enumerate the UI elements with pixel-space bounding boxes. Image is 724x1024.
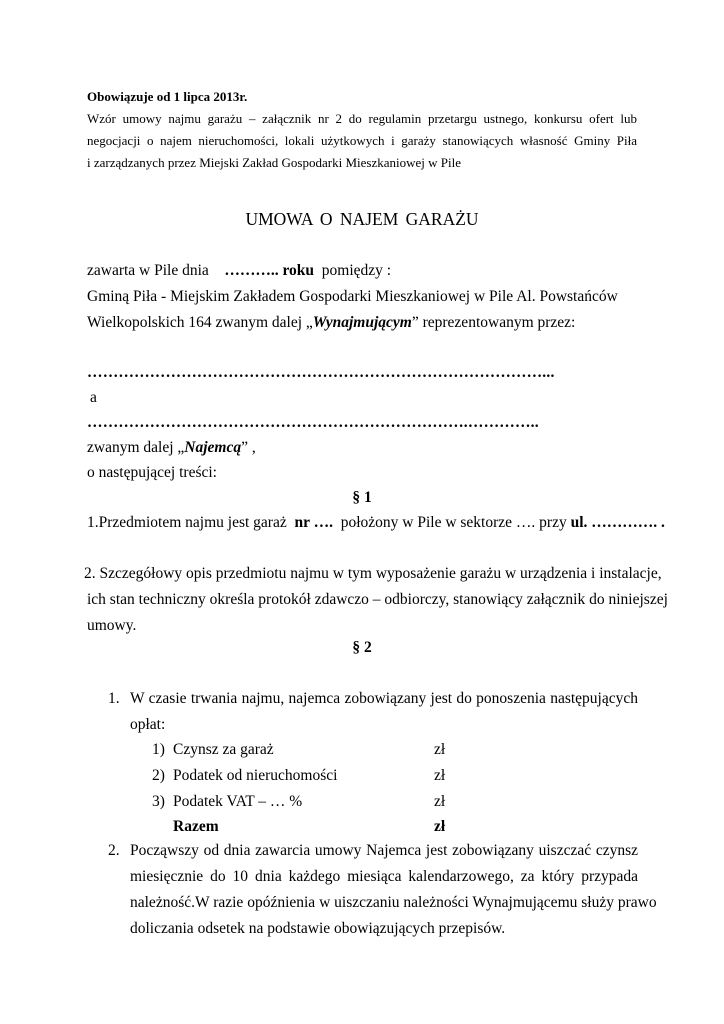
item-2-number: 2. [108, 842, 120, 859]
fee-3-number: 3) [152, 793, 165, 810]
representative-placeholder: ……………………………………………………………………………... [87, 364, 555, 381]
item-2-line-4: doliczania odsetek na podstawie obowiązujących przepisów. [130, 920, 506, 937]
intro-line-1: Wzór umowy najmu garażu – załącznik nr 2 do regulamin przetargu ustnego, konkursu ofert lub [87, 111, 637, 126]
garage-number-placeholder: nr …. [294, 514, 333, 531]
street-placeholder: ul. …………. . [570, 514, 665, 531]
item-2-line-2: miesięcznie do 10 dnia każdego miesiąca kalendarzowego, za który przypada [130, 868, 638, 885]
fee-2-number: 2) [152, 767, 165, 784]
concluded-prefix: zawarta w Pile dnia [87, 262, 209, 279]
item-1-line-1: W czasie trwania najmu, najemca zobowiązany jest do ponoszenia następujących [130, 690, 638, 707]
section-1-point-2-line-3: umowy. [87, 617, 137, 634]
section-1-point-2-line-1: 2. Szczegółowy opis przedmiotu najmu w tym wyposażenie garażu w urządzenia i instalacje, [84, 565, 662, 582]
fee-3-unit: zł [434, 793, 446, 810]
intro-line-2: negocjacji o najem nieruchomości, lokali użytkowych i garaży stanowiących własność Gminy Piła [87, 133, 637, 148]
fee-1-label: Czynsz za garaż [173, 741, 274, 758]
section-2-heading: § 2 [352, 639, 372, 656]
landlord-line-1: Gminą Piła - Miejskim Zakładem Gospodarki Mieszkaniowej w Pile Al. Powstańców [87, 288, 618, 305]
tenant-prefix: zwanym dalej „ [87, 439, 185, 456]
landlord-prefix: Wielkopolskich 164 zwanym dalej „ [87, 314, 313, 331]
concluded-suffix: pomiędzy : [321, 262, 392, 279]
fee-1-unit: zł [434, 741, 446, 758]
item-1-number: 1. [108, 690, 120, 707]
tenant-line [87, 439, 256, 457]
landlord-line-2 [87, 314, 575, 332]
section-1-point-1 [87, 514, 665, 532]
item-1-line-2: opłat: [130, 716, 166, 733]
point-1-mid: położony w Pile w sektorze …. przy [340, 514, 567, 531]
total-label: Razem [173, 818, 219, 835]
effective-date: Obowiązuje od 1 lipca 2013r. [87, 89, 248, 104]
document-title: UMOWA O NAJEM GARAŻU [245, 209, 479, 229]
fee-2-unit: zł [434, 767, 446, 784]
total-unit: zł [434, 818, 446, 835]
tenant-suffix: ” , [241, 439, 256, 456]
date-placeholder: ……….. roku [224, 262, 315, 279]
tenant-name: Najemcą [184, 439, 242, 456]
fee-1-number: 1) [152, 741, 165, 758]
concluded-line [87, 262, 391, 280]
item-2-line-3: należność.W razie opóźnienia w uiszczaniu należności Wynajmującemu służy prawo [130, 894, 657, 911]
section-1-point-2-line-2: ich stan techniczny określa protokół zdawczo – odbiorczy, stanowiący załącznik do niniejszej [87, 591, 668, 608]
fee-3-label: Podatek VAT – … % [173, 793, 303, 810]
tenant-placeholder: ……………………………………………………………….………….. [87, 414, 539, 431]
intro-line-3: i zarządzanych przez Miejski Zakład Gospodarki Mieszkaniowej w Pile [87, 155, 461, 170]
section-1-heading: § 1 [352, 489, 372, 506]
landlord-suffix: ” reprezentowanym przez: [411, 314, 576, 331]
point-1-prefix: 1.Przedmiotem najmu jest garaż [87, 514, 287, 531]
landlord-name: Wynajmującym [312, 314, 412, 331]
fee-2-label: Podatek od nieruchomości [173, 767, 338, 784]
conjunction-a: a [90, 389, 97, 406]
item-2-line-1: Począwszy od dnia zawarcia umowy Najemca jest zobowiązany uiszczać czynsz [130, 842, 638, 859]
content-intro: o następującej treści: [87, 464, 217, 481]
